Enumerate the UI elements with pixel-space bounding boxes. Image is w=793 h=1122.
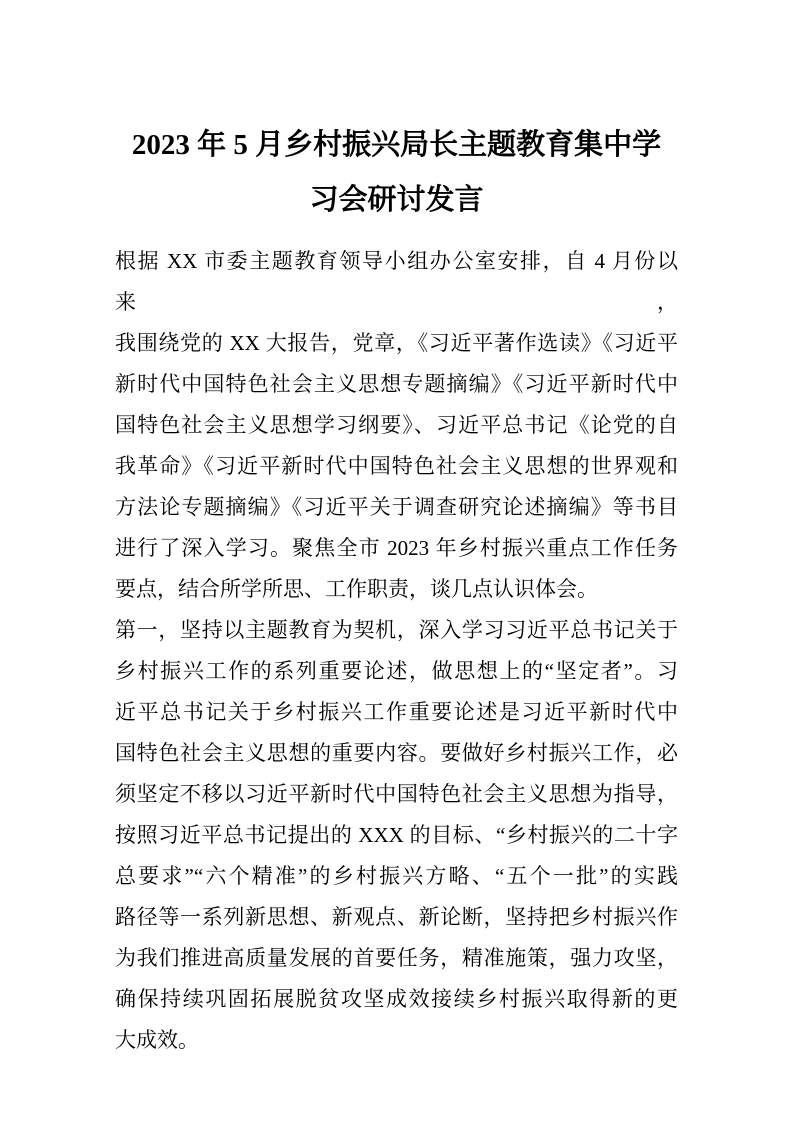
body-line: 路径等一系列新思想、新观点、新论断，坚持把乡村振兴作 — [115, 905, 678, 929]
body-line: 国特色社会主义思想学习纲要》、习近平总书记《论党的自 — [115, 413, 678, 437]
document-body — [115, 241, 678, 1061]
body-line: 确保持续巩固拓展脱贫攻坚成效接续乡村振兴取得新的更 — [115, 987, 678, 1011]
body-line: 我革命》《习近平新时代中国特色社会主义思想的世界观和 — [115, 454, 678, 478]
body-line: 方法论专题摘编》《习近平关于调查研究论述摘编》等书目 — [115, 495, 678, 519]
body-line: 为我们推进高质量发展的首要任务，精准施策，强力攻坚， — [115, 946, 678, 970]
body-line: 大成效。 — [115, 1028, 199, 1052]
body-line: 国特色社会主义思想的重要内容。要做好乡村振兴工作，必 — [115, 741, 678, 765]
body-line: 近平总书记关于乡村振兴工作重要论述是习近平新时代中 — [115, 700, 678, 724]
body-line: 根据 XX 市委主题教育领导小组办公室安排，自 4 月份以来， — [115, 249, 678, 314]
document-title — [115, 118, 678, 228]
title-line-1: 2023 年 5 月乡村振兴局长主题教育集中学 — [131, 129, 662, 161]
body-line: 新时代中国特色社会主义思想专题摘编》《习近平新时代中 — [115, 372, 678, 396]
body-line: 我围绕党的 XX 大报告，党章，《习近平著作选读》《习近平 — [115, 331, 678, 355]
title-line-2: 习会研讨发言 — [309, 184, 484, 216]
body-line: 按照习近平总书记提出的 XXX 的目标、“乡村振兴的二十字 — [115, 823, 678, 847]
body-line: 总要求”“六个精准”的乡村振兴方略、“五个一批”的实践 — [115, 864, 678, 888]
body-line: 须坚定不移以习近平新时代中国特色社会主义思想为指导， — [115, 782, 678, 806]
body-line: 进行了深入学习。聚焦全市 2023 年乡村振兴重点工作任务 — [115, 536, 678, 560]
body-line: 第一，坚持以主题教育为契机，深入学习习近平总书记关于 — [115, 618, 678, 642]
body-line: 要点，结合所学所思、工作职责，谈几点认识体会。 — [115, 577, 598, 601]
body-line: 乡村振兴工作的系列重要论述，做思想上的“坚定者”。习 — [115, 659, 678, 683]
